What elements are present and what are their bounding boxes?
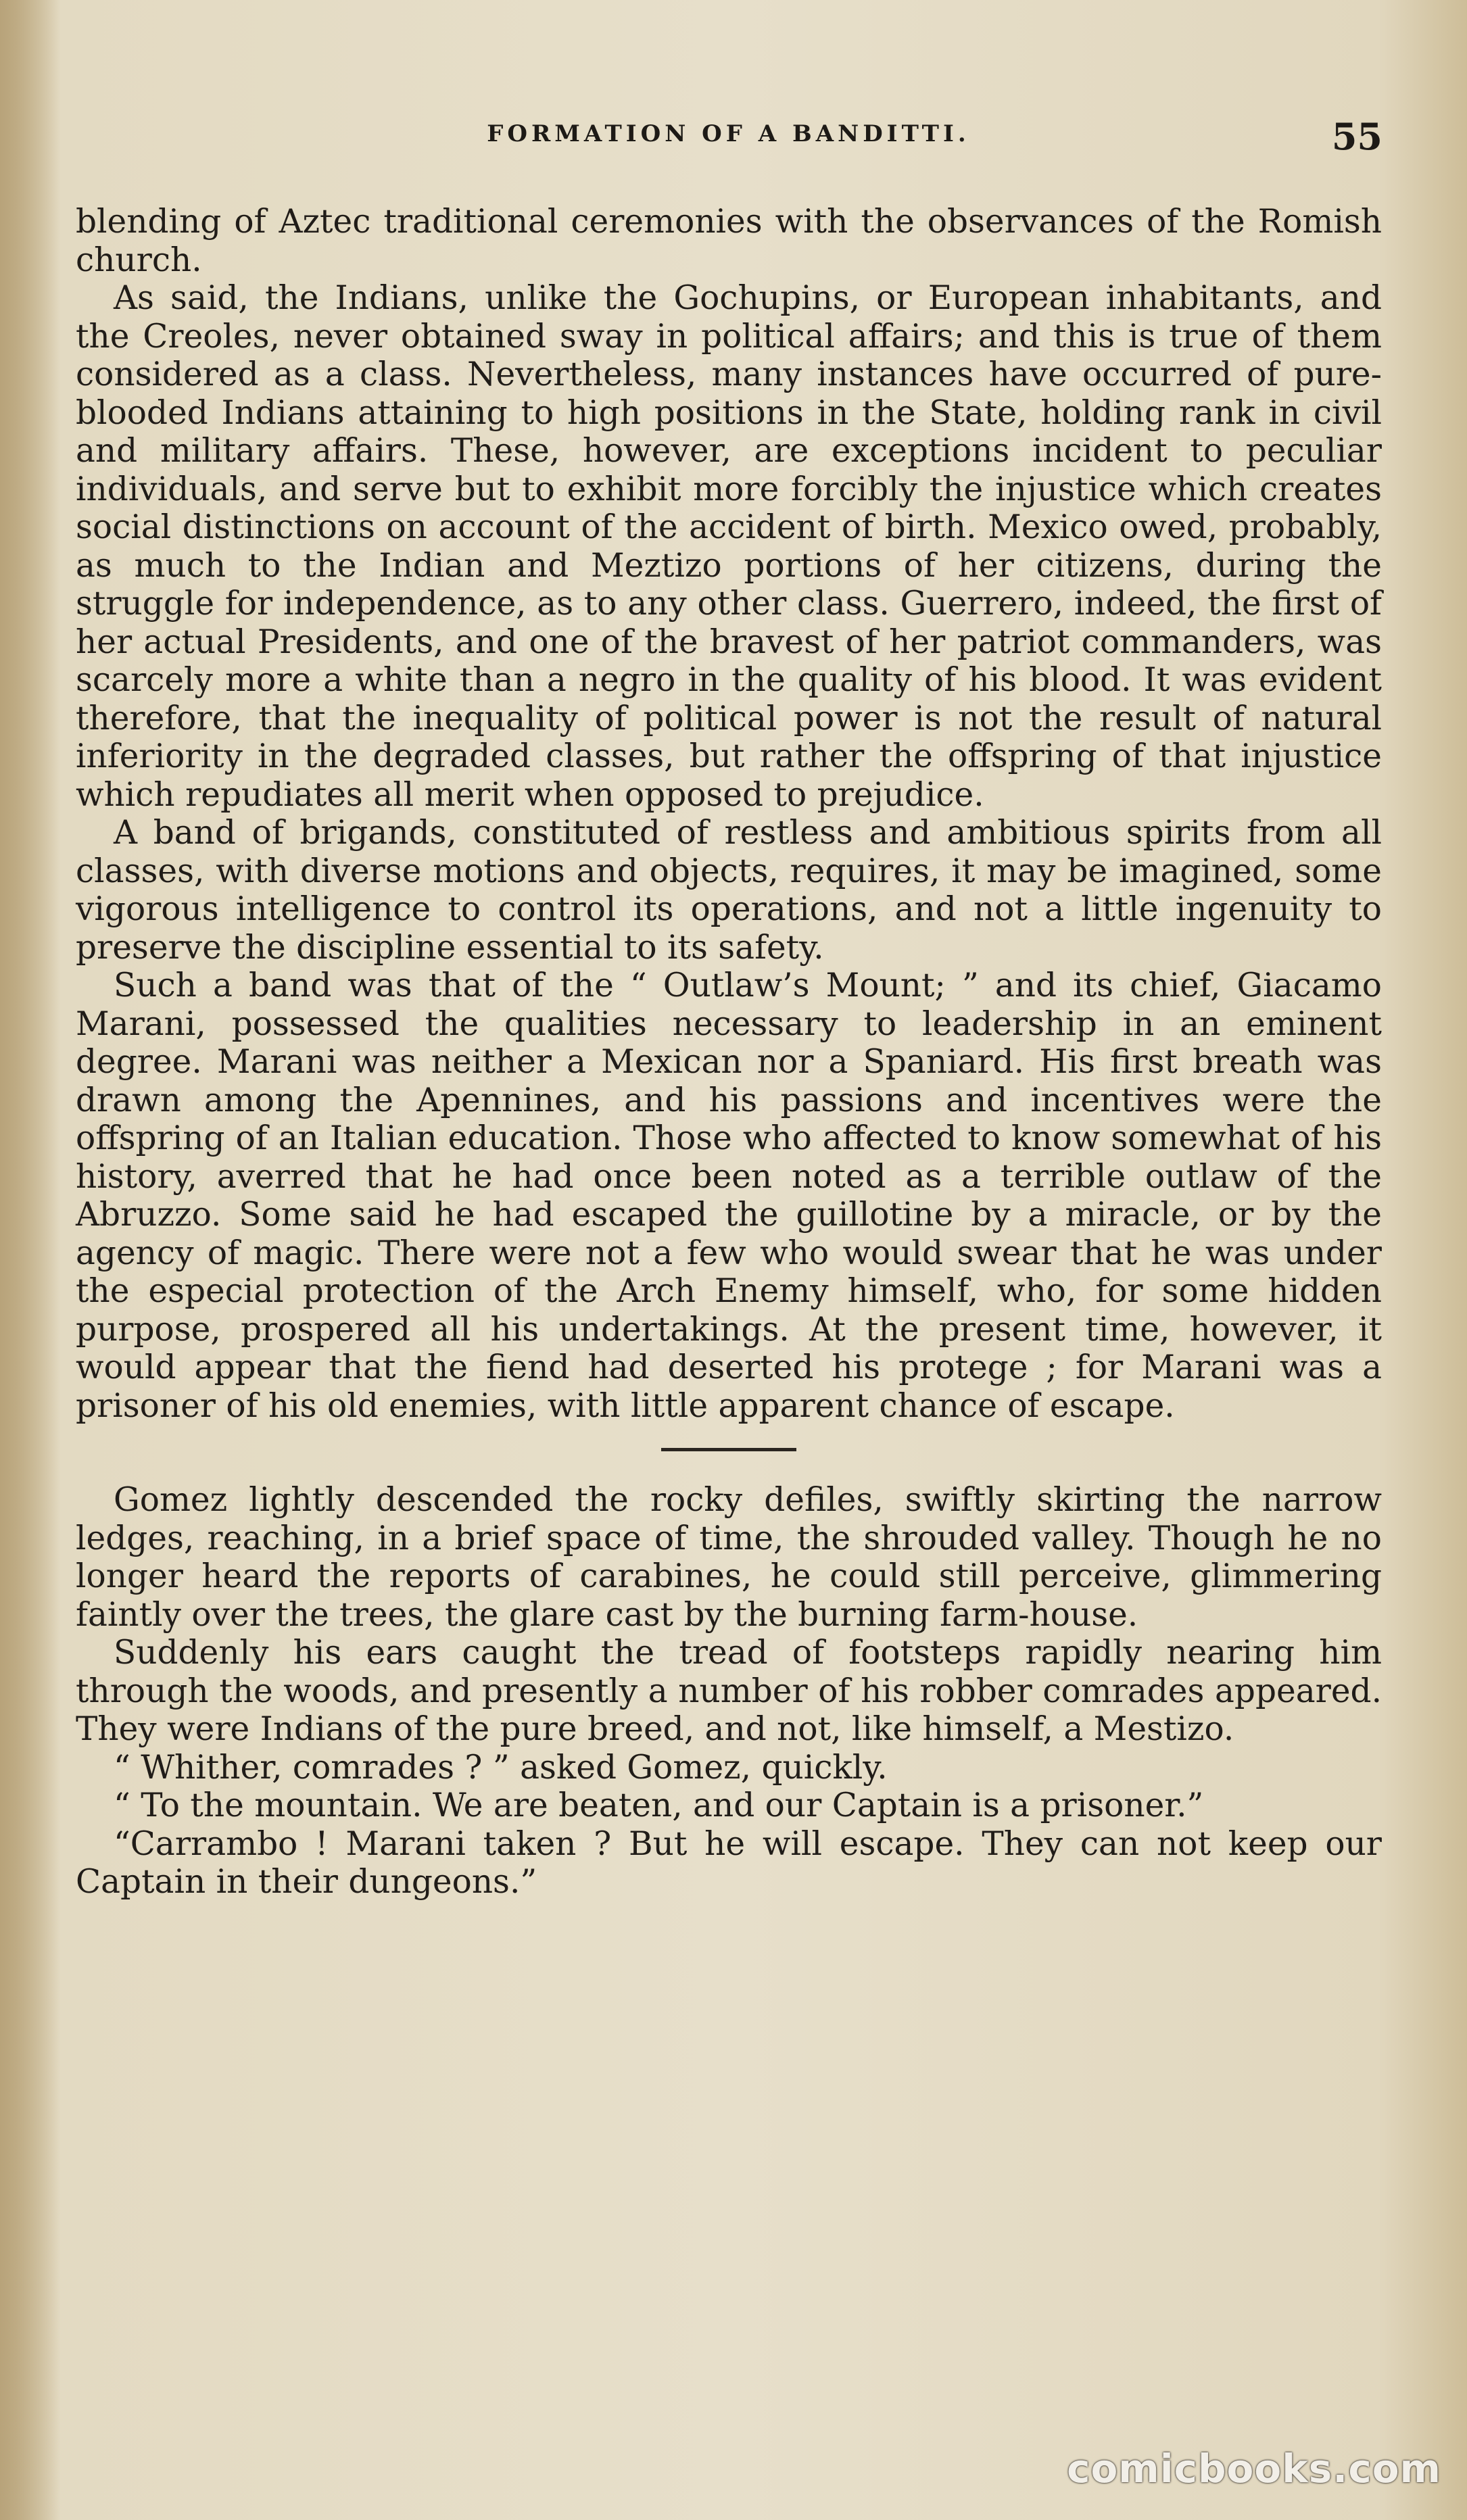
source-watermark: comicbooks.com bbox=[1067, 2446, 1441, 2492]
section-divider bbox=[661, 1448, 796, 1451]
dialogue-line-3: “Carrambo ! Marani taken ? But he will escape. They can not keep our Captain in their dungeons.” bbox=[76, 1824, 1382, 1901]
paragraph-gomez-descends: Gomez lightly descended the rocky defiles, swiftly skirting the narrow ledges, reaching, in a brief space of time, the shrouded valley. Though he no longer heard the reports of carabines, he could still perceive, glimmering faintly over the trees, the glare cast by the burning farm-house. bbox=[76, 1481, 1382, 1634]
paragraph-marani: Such a band was that of the “ Outlaw’s Mount; ” and its chief, Giacamo Marani, possessed the qualities necessary to leadership in an eminent degree. Marani was neither a Mexican nor a Spaniard. His first breath was drawn among the Apennines, and his passions and incentives were the offspring of an Italian education. Those who affected to know somewhat of his history, averred that he had once been noted as a terrible outlaw of the Abruzzo. Some said he had escaped the guillotine by a miracle, or by the agency of magic. There were not a few who would swear that he was under the especial protection of the Arch Enemy himself, who, for some hidden purpose, prospered all his undertakings. At the present time, however, it would appear that the fiend had deserted his protege ; for Marani was a prisoner of his old enemies, with little apparent chance of escape. bbox=[76, 967, 1382, 1425]
running-header bbox=[74, 115, 1382, 169]
dialogue-line-2: “ To the mountain. We are beaten, and our Captain is a prisoner.” bbox=[114, 1787, 1204, 1824]
paragraph-footsteps: Suddenly his ears caught the tread of footsteps rapidly nearing him through the woods, and presently a number of his robber comrades appeared. They were Indians of the pure breed, and not, like himself, a Mestizo. bbox=[76, 1634, 1382, 1748]
page-spine-shadow bbox=[0, 0, 61, 2520]
running-title: FORMATION OF A BANDITTI. bbox=[487, 120, 970, 147]
page-body bbox=[76, 203, 1382, 1901]
page-number: 55 bbox=[1331, 115, 1382, 158]
paragraph-brigands: A band of brigands, constituted of restless and ambitious spirits from all classes, with diverse motions and objects, requires, it may be imagined, some vigorous intelligence to control its operations, and not a little ingenuity to preserve the discipline essential to its safety. bbox=[76, 814, 1382, 967]
paragraph-indians: As said, the Indians, unlike the Gochupins, or European inhabitants, and the Creoles, never obtained sway in political affairs; and this is true of them considered as a class. Nevertheless, many instances have occurred of pure-blooded Indians attaining to high positions in the State, holding rank in civil and military affairs. These, however, are exceptions incident to peculiar individuals, and serve but to exhibit more forcibly the injustice which creates social distinctions on account of the accident of birth. Mexico owed, probably, as much to the Indian and Meztizo portions of her citizens, during the struggle for independence, as to any other class. Guerrero, indeed, the first of her actual Presidents, and one of the bravest of her patriot commanders, was scarcely more a white than a negro in the quality of his blood. It was evident therefore, that the inequality of political power is not the result of natural inferiority in the degraded classes, but rather the offspring of that injustice which repudiates all merit when opposed to prejudice. bbox=[76, 279, 1382, 814]
paragraph-continuation: blending of Aztec traditional ceremonies with the observances of the Romish church. bbox=[76, 203, 1382, 279]
dialogue-line-1: “ Whither, comrades ? ” asked Gomez, quickly. bbox=[114, 1748, 888, 1787]
